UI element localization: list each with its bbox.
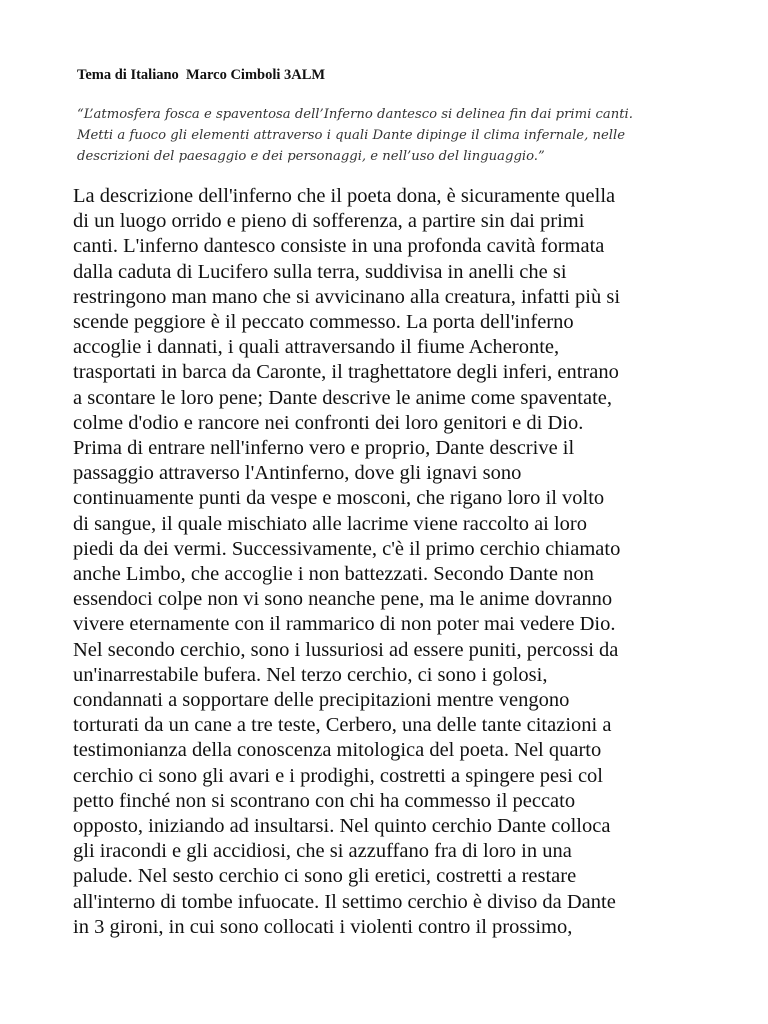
- body-line: canti. L'inferno dantesco consiste in una profonda cavità formata: [73, 235, 605, 258]
- body-line: dalla caduta di Lucifero sulla terra, suddivisa in anelli che si: [73, 260, 567, 283]
- body-line: La descrizione dell'inferno che il poeta dona, è sicuramente quella: [73, 185, 616, 207]
- body-line: di sangue, il quale mischiato alle lacrime viene raccolto ai loro: [73, 512, 588, 535]
- body-line: testimonianza della conoscenza mitologica del poeta. Nel quarto: [73, 739, 602, 762]
- prompt-line: descrizioni del paesaggio e dei personaggi, e nell’uso del linguaggio.”: [77, 149, 545, 164]
- body-line: essendoci colpe non vi sono neanche pene, ma le anime dovranno: [73, 588, 613, 611]
- body-line: passaggio attraverso l'Antinferno, dove gli ignavi sono: [73, 462, 522, 485]
- body-line: cerchio ci sono gli avari e i prodighi, costretti a spingere pesi col: [73, 764, 603, 787]
- body-line: petto finché non si scontrano con chi ha commesso il peccato: [73, 789, 576, 812]
- body-line: colme d'odio e rancore nei confronti dei loro genitori e di Dio.: [73, 411, 584, 434]
- essay-body: [73, 184, 753, 940]
- body-line: restringono man mano che si avvicinano alla creatura, infatti più si: [73, 285, 621, 308]
- body-line: piedi da dei vermi. Successivamente, c'è il primo cerchio chiamato: [73, 537, 621, 560]
- body-line: opposto, iniziando ad insultarsi. Nel quinto cerchio Dante colloca: [73, 815, 611, 838]
- body-line: torturati da un cane a tre teste, Cerbero, una delle tante citazioni a: [73, 714, 612, 737]
- body-line: gli iracondi e gli accidiosi, che si azzuffano fra di loro in una: [73, 840, 572, 863]
- prompt-line: “L’atmosfera fosca e spaventosa dell’Inferno dantesco si delinea fin dai primi canti.: [77, 107, 633, 122]
- body-line: un'inarrestabile bufera. Nel terzo cerchio, ci sono i golosi,: [73, 663, 548, 686]
- prompt-line: Metti a fuoco gli elementi attraverso i quali Dante dipinge il clima infernale, nelle: [77, 128, 626, 143]
- body-line: scende peggiore è il peccato commesso. La porta dell'inferno: [73, 311, 574, 334]
- body-line: in 3 gironi, in cui sono collocati i violenti contro il prossimo,: [73, 915, 573, 938]
- body-line: vivere eternamente con il rammarico di non poter mai vedere Dio.: [73, 613, 616, 636]
- body-line: condannati a sopportare delle precipitazioni mentre vengono: [73, 689, 570, 712]
- body-line: accoglie i dannati, i quali attraversando il fiume Acheronte,: [73, 336, 560, 359]
- body-line: anche Limbo, che accoglie i non battezzati. Secondo Dante non: [73, 563, 594, 586]
- body-line: continuamente punti da vespe e mosconi, che rigano loro il volto: [73, 487, 605, 510]
- body-line: di un luogo orrido e pieno di sofferenza, a partire sin dai primi: [73, 210, 585, 233]
- body-line: palude. Nel sesto cerchio ci sono gli eretici, costretti a restare: [73, 865, 577, 888]
- body-line: trasportati in barca da Caronte, il traghettatore degli inferi, entrano: [73, 361, 619, 384]
- body-line: all'interno di tombe infuocate. Il settimo cerchio è diviso da Dante: [73, 890, 616, 913]
- document-heading: Tema di Italiano Marco Cimboli 3ALM: [77, 67, 326, 83]
- body-line: Nel secondo cerchio, sono i lussuriosi ad essere puniti, percossi da: [73, 638, 619, 661]
- body-line: Prima di entrare nell'inferno vero e proprio, Dante descrive il: [73, 437, 575, 460]
- body-line: a scontare le loro pene; Dante descrive le anime come spaventate,: [73, 386, 613, 409]
- essay-prompt: [77, 104, 737, 167]
